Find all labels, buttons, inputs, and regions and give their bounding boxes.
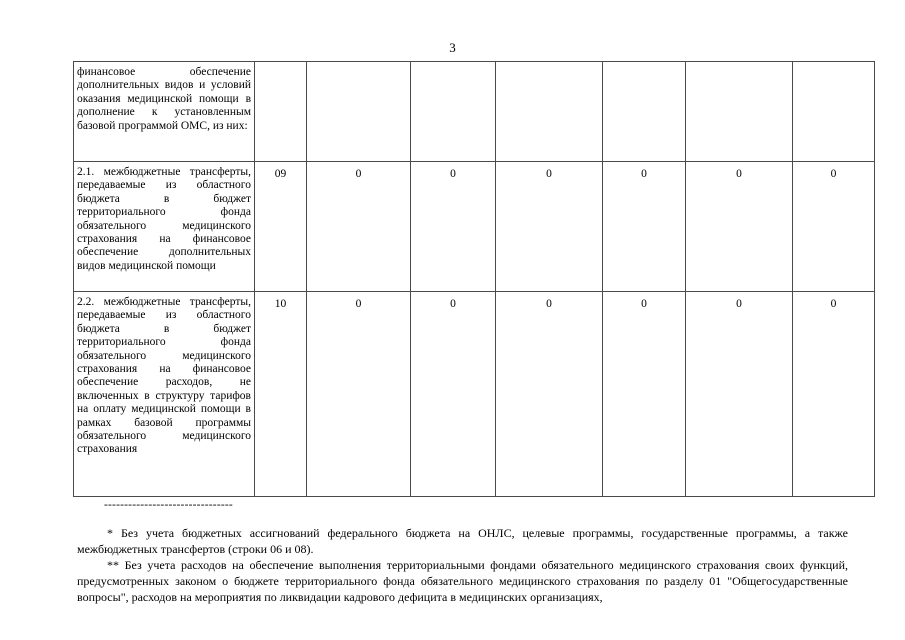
row-code	[255, 62, 307, 162]
value-cell	[307, 62, 411, 162]
value-cell	[411, 62, 496, 162]
row-code: 10	[255, 292, 307, 497]
table-row	[74, 162, 875, 292]
row-label: финансовое обеспечение дополнительных видов и условий оказания медицинской помощи в дополнение к установленным базовой программой ОМС, из них:	[74, 62, 255, 162]
value-cell	[496, 62, 603, 162]
row-label: 2.1. межбюджетные трансферты, передаваемые из областного бюджета в бюджет территориального фонда обязательного медицинского страхования на финансовое обеспечение дополнительных видов медицинской помощи	[74, 162, 255, 292]
value-cell	[686, 62, 793, 162]
value-cell: 0	[411, 162, 496, 292]
row-code: 09	[255, 162, 307, 292]
value-cell: 0	[496, 162, 603, 292]
page-number: 3	[449, 40, 456, 55]
value-cell: 0	[307, 162, 411, 292]
value-cell: 0	[793, 162, 875, 292]
value-cell: 0	[603, 292, 686, 497]
value-cell: 0	[686, 162, 793, 292]
value-cell: 0	[496, 292, 603, 497]
value-cell: 0	[307, 292, 411, 497]
value-cell: 0	[793, 292, 875, 497]
footnotes	[77, 525, 848, 605]
footnote-text: * Без учета бюджетных ассигнований федерального бюджета на ОНЛС, целевые программы, государственные программы, а также межбюджетных трансфертов (строки 06 и 08).	[77, 526, 848, 556]
row-label: 2.2. межбюджетные трансферты, передаваемые из областного бюджета в бюджет территориального фонда обязательного медицинского страхования на финансовое обеспечение расходов, не включенных в структуру тарифов на оплату медицинской помощи в рамках базовой программы обязательного медицинского страхования	[74, 292, 255, 497]
table-row	[74, 62, 875, 162]
table-row	[74, 292, 875, 497]
value-cell: 0	[411, 292, 496, 497]
footnote-divider: --------------------------------	[104, 499, 233, 511]
footnote-text: ** Без учета расходов на обеспечение выполнения территориальными фондами обязательного медицинского страхования своих функций, предусмотренных законом о бюджете территориального фонда обязательного медицинского страхования по разделу 01 "Общегосударственные вопросы", расходов на мероприятия по ликвидации кадрового дефицита в медицинских организациях,	[77, 558, 848, 604]
data-table	[73, 61, 875, 497]
value-cell: 0	[603, 162, 686, 292]
value-cell: 0	[686, 292, 793, 497]
value-cell	[603, 62, 686, 162]
value-cell	[793, 62, 875, 162]
